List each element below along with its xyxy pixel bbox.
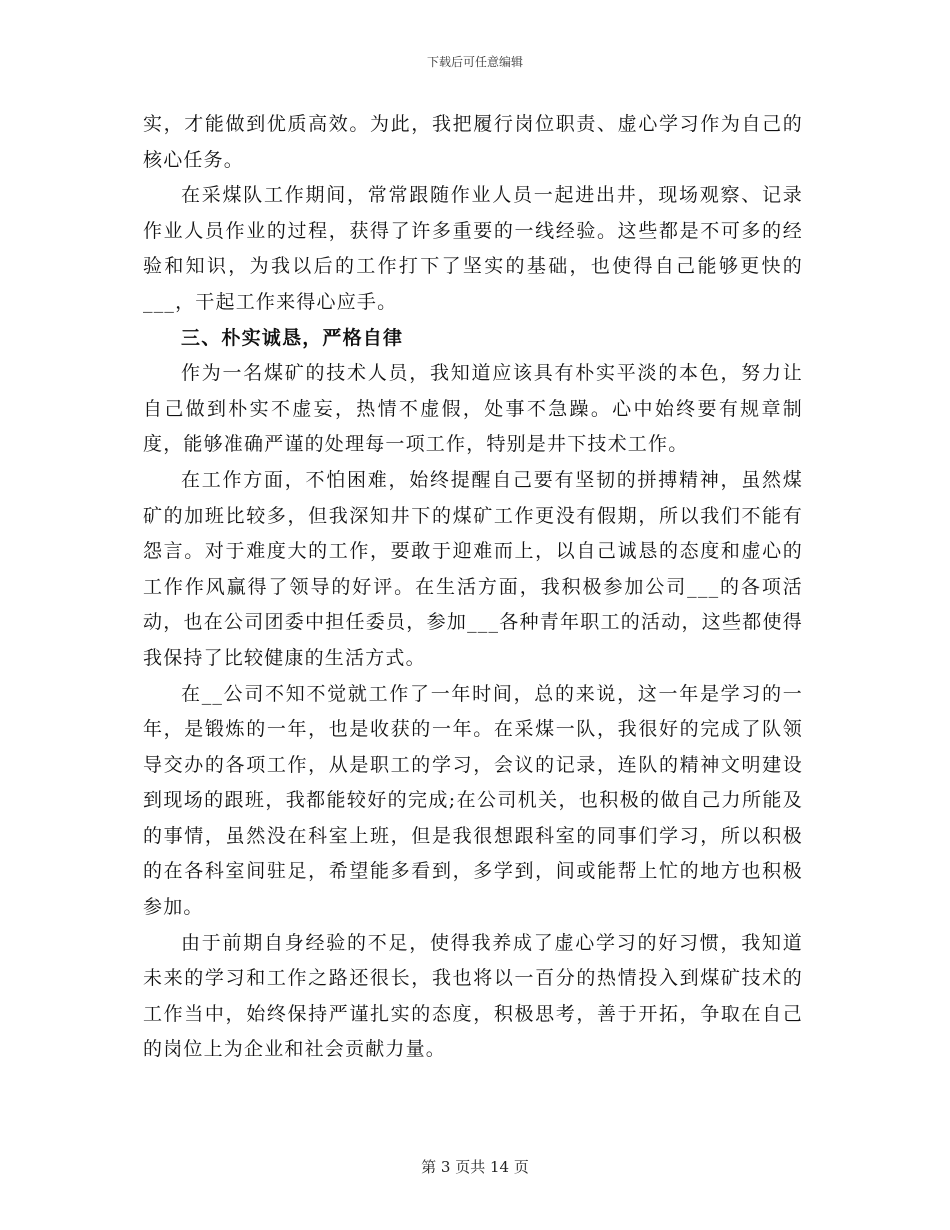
page-footer: 第 3 页共 14 页 bbox=[421, 1158, 529, 1176]
paragraph: 由于前期自身经验的不足，使得我养成了虚心学习的好习惯，我知道未来的学习和工作之路还很长，我也将以一百分的热情投入到煤矿技术的工作当中，始终保持严谨扎实的态度，积极思考，善于开拓，争取在自己的岗位上为企业和社会贡献力量。 bbox=[143, 931, 803, 1061]
paragraph-continuation: 实，才能做到优质高效。为此，我把履行岗位职责、虚心学习作为自己的核心任务。 bbox=[143, 113, 803, 171]
page-header: 下载后可任意编辑 bbox=[426, 55, 523, 69]
section-heading: 三、朴实诚恳，严格自律 bbox=[181, 326, 404, 349]
paragraph: 在工作方面，不怕困难，始终提醒自己要有坚韧的拼搏精神，虽然煤矿的加班比较多，但我深知井下的煤矿工作更没有假期，所以我们不能有怨言。对于难度大的工作，要敢于迎难而上，以自己诚恳的态度和虚心的工作作风赢得了领导的好评。在生活方面，我积极参加公司___的各项活动，也在公司团委中担任委员，参加___各种青年职工的活动，这些都使得我保持了比较健康的生活方式。 bbox=[143, 468, 803, 669]
document-body bbox=[143, 107, 803, 1068]
paragraph: 在采煤队工作期间，常常跟随作业人员一起进出井，现场观察、记录作业人员作业的过程，获得了许多重要的一线经验。这些都是不可多的经验和知识，为我以后的工作打下了坚实的基础，也使得自己能够更快的___，干起工作来得心应手。 bbox=[143, 184, 803, 313]
paragraph: 作为一名煤矿的技术人员，我知道应该具有朴实平淡的本色，努力让自己做到朴实不虚妄，热情不虚假，处事不急躁。心中始终要有规章制度，能够准确严谨的处理每一项工作，特别是井下技术工作。 bbox=[143, 362, 803, 456]
paragraph: 在__公司不知不觉就工作了一年时间，总的来说，这一年是学习的一年，是锻炼的一年，也是收获的一年。在采煤一队，我很好的完成了队领导交办的各项工作，从是职工的学习，会议的记录，连队的精神文明建设到现场的跟班，我都能较好的完成;在公司机关，也积极的做自己力所能及的事情，虽然没在科室上班，但是我很想跟科室的同事们学习，所以积极的在各科室间驻足，希望能多看到，多学到，间或能帮上忙的地方也积极参加。 bbox=[143, 682, 803, 919]
